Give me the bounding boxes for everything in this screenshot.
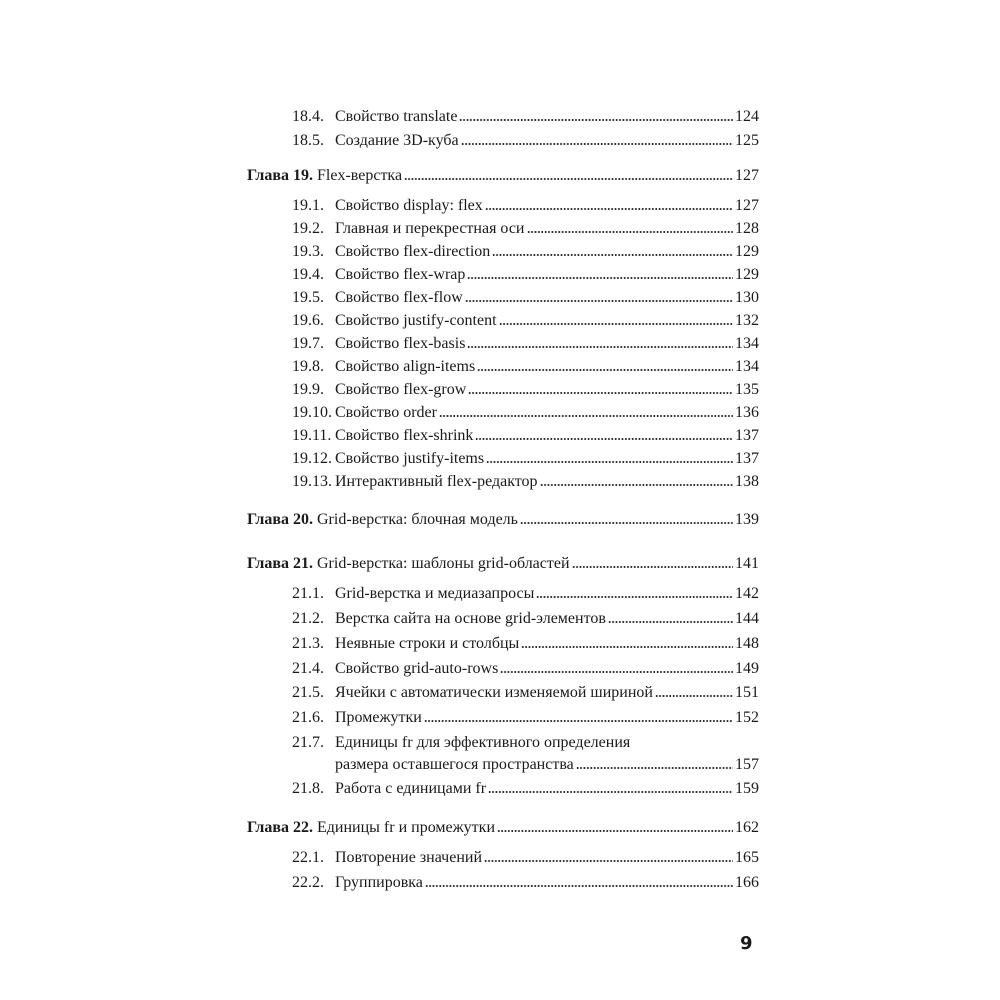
section-number: 21.8.	[292, 780, 324, 797]
section-title: Свойство display: flex	[335, 197, 483, 214]
chapter-label: Глава 19.	[247, 167, 313, 184]
chapter-label: Глава 21.	[247, 555, 313, 572]
toc-entry-21-8	[292, 778, 759, 800]
section-title: Главная и перекрестная оси	[335, 220, 525, 237]
section-number: 21.3.	[292, 635, 324, 652]
page-ref: 141	[735, 555, 759, 572]
dot-leader	[467, 345, 733, 349]
page-ref: 138	[735, 473, 759, 490]
dot-leader	[500, 670, 733, 674]
page-ref: 165	[735, 849, 759, 866]
page-ref: 130	[735, 289, 759, 306]
toc-entry-21-5	[292, 682, 759, 704]
dot-leader	[425, 884, 733, 888]
toc-entry-19-4	[292, 264, 759, 286]
toc-entry-22-1	[292, 847, 759, 869]
toc-entry-21-7-cont	[292, 754, 759, 776]
toc-entry-21-7	[292, 732, 759, 754]
section-number: 21.5.	[292, 684, 324, 701]
page-ref: 128	[735, 220, 759, 237]
page-ref: 157	[735, 756, 759, 773]
dot-leader	[488, 790, 733, 794]
section-number: 18.5.	[292, 132, 324, 149]
toc-entry-21-6	[292, 707, 759, 729]
section-title: Свойство justify-content	[335, 312, 497, 329]
section-number: 19.1.	[292, 197, 324, 214]
section-title: Свойство align-items	[335, 358, 476, 375]
section-number: 19.12.	[292, 450, 332, 467]
page-ref: 127	[735, 167, 759, 184]
toc-chapter-20	[247, 509, 759, 531]
section-title: Верстка сайта на основе grid-элементов	[335, 610, 606, 627]
section-number: 19.7.	[292, 335, 324, 352]
section-title: Свойство grid-auto-rows	[335, 660, 499, 677]
chapter-title: Единицы fr и промежутки	[317, 819, 495, 836]
section-number: 19.9.	[292, 381, 324, 398]
page-ref: 134	[735, 358, 759, 375]
section-title: Свойство flex-shrink	[335, 427, 474, 444]
page-ref: 139	[735, 511, 759, 528]
toc-entry-19-7	[292, 333, 759, 355]
page-ref: 151	[735, 684, 759, 701]
dot-leader	[468, 391, 733, 395]
toc-entry-18-5	[292, 130, 759, 152]
section-number: 19.3.	[292, 243, 324, 260]
dot-leader	[486, 460, 733, 464]
page-ref: 132	[735, 312, 759, 329]
chapter-label: Глава 22.	[247, 819, 313, 836]
chapter-title: Grid-верстка: блочная модель	[317, 511, 518, 528]
page-ref: 148	[735, 635, 759, 652]
dot-leader	[424, 719, 733, 723]
toc-entry-22-2	[292, 872, 759, 894]
section-title: Grid-верстка и медиазапросы	[335, 585, 535, 602]
section-number: 21.1.	[292, 585, 324, 602]
page-ref: 142	[735, 585, 759, 602]
dot-leader	[608, 620, 733, 624]
dot-leader	[465, 299, 733, 303]
section-title: Свойство flex-direction	[335, 243, 491, 260]
toc-entry-19-6	[292, 310, 759, 332]
toc-chapter-19	[247, 165, 759, 187]
chapter-title: Flex-верстка	[317, 167, 403, 184]
toc-entry-21-1	[292, 583, 759, 605]
page-ref: 137	[735, 450, 759, 467]
toc-entry-19-3	[292, 241, 759, 263]
section-title: Свойство flex-wrap	[335, 266, 466, 283]
toc-entry-21-4	[292, 658, 759, 680]
dot-leader	[497, 829, 733, 833]
section-number: 19.4.	[292, 266, 324, 283]
section-title: Свойство order	[335, 404, 437, 421]
page-ref: 136	[735, 404, 759, 421]
section-title: Свойство justify-items	[335, 450, 485, 467]
section-number: 22.1.	[292, 849, 324, 866]
section-title: Свойство flex-basis	[335, 335, 466, 352]
section-title: Повторение значений	[335, 849, 482, 866]
section-title: Создание 3D-куба	[335, 132, 459, 149]
section-title-line2: размера оставшегося пространства	[335, 756, 574, 773]
section-title: Промежутки	[335, 709, 422, 726]
dot-leader	[576, 766, 733, 770]
toc-entry-21-3	[292, 633, 759, 655]
dot-leader	[572, 565, 733, 569]
section-number: 19.6.	[292, 312, 324, 329]
toc-chapter-22	[247, 817, 759, 839]
page-ref: 124	[735, 108, 759, 125]
chapter-title: Grid-верстка: шаблоны grid-областей	[317, 555, 570, 572]
toc-entry-19-5	[292, 287, 759, 309]
section-number: 21.6.	[292, 709, 324, 726]
section-number: 19.11.	[292, 427, 332, 444]
dot-leader	[404, 177, 733, 181]
page-ref: 135	[735, 381, 759, 398]
page-ref: 125	[735, 132, 759, 149]
chapter-label: Глава 20.	[247, 511, 313, 528]
dot-leader	[527, 230, 734, 234]
dot-leader	[499, 322, 733, 326]
toc-entry-19-11	[292, 425, 759, 447]
section-title: Свойство translate	[335, 108, 458, 125]
toc-entry-19-13	[292, 471, 759, 493]
page-ref: 137	[735, 427, 759, 444]
dot-leader	[485, 207, 733, 211]
dot-leader	[459, 118, 733, 122]
dot-leader	[477, 368, 733, 372]
section-number: 18.4.	[292, 108, 324, 125]
page-ref: 144	[735, 610, 759, 627]
toc-entry-19-9	[292, 379, 759, 401]
page-number: 9	[740, 933, 753, 954]
page-ref: 127	[735, 197, 759, 214]
toc-entry-19-12	[292, 448, 759, 470]
page-ref: 159	[735, 780, 759, 797]
dot-leader	[475, 437, 733, 441]
toc-entry-18-4	[292, 106, 759, 128]
section-number: 19.5.	[292, 289, 324, 306]
dot-leader	[655, 694, 733, 698]
section-number: 22.2.	[292, 874, 324, 891]
page-ref: 152	[735, 709, 759, 726]
dot-leader	[467, 276, 733, 280]
section-number: 19.10.	[292, 404, 332, 421]
toc-entry-21-2	[292, 608, 759, 630]
page-ref: 149	[735, 660, 759, 677]
dot-leader	[540, 483, 733, 487]
page-ref: 162	[735, 819, 759, 836]
dot-leader	[520, 521, 733, 525]
section-number: 21.4.	[292, 660, 324, 677]
dot-leader	[484, 859, 733, 863]
section-title: Свойство flex-grow	[335, 381, 467, 398]
dot-leader	[461, 142, 733, 146]
section-number: 21.7.	[292, 734, 324, 751]
section-number: 19.2.	[292, 220, 324, 237]
toc-chapter-21	[247, 553, 759, 575]
page-ref: 166	[735, 874, 759, 891]
dot-leader	[492, 253, 733, 257]
toc-entry-19-2	[292, 218, 759, 240]
section-title: Интерактивный flex-редактор	[335, 473, 538, 490]
toc-entry-19-10	[292, 402, 759, 424]
section-title: Ячейки с автоматически изменяемой шириной	[335, 684, 653, 701]
dot-leader	[521, 645, 733, 649]
section-number: 19.8.	[292, 358, 324, 375]
dot-leader	[536, 595, 733, 599]
section-number: 19.13.	[292, 473, 332, 490]
toc-entry-19-1	[292, 195, 759, 217]
section-title: Свойство flex-flow	[335, 289, 463, 306]
toc-entry-19-8	[292, 356, 759, 378]
section-title: Неявные строки и столбцы	[335, 635, 520, 652]
page-ref: 129	[735, 243, 759, 260]
section-number: 21.2.	[292, 610, 324, 627]
section-title-line1: Единицы fr для эффективного определения	[335, 734, 631, 751]
page-ref: 129	[735, 266, 759, 283]
dot-leader	[439, 414, 733, 418]
page-ref: 134	[735, 335, 759, 352]
section-title: Группировка	[335, 874, 423, 891]
section-title: Работа с единицами fr	[335, 780, 487, 797]
